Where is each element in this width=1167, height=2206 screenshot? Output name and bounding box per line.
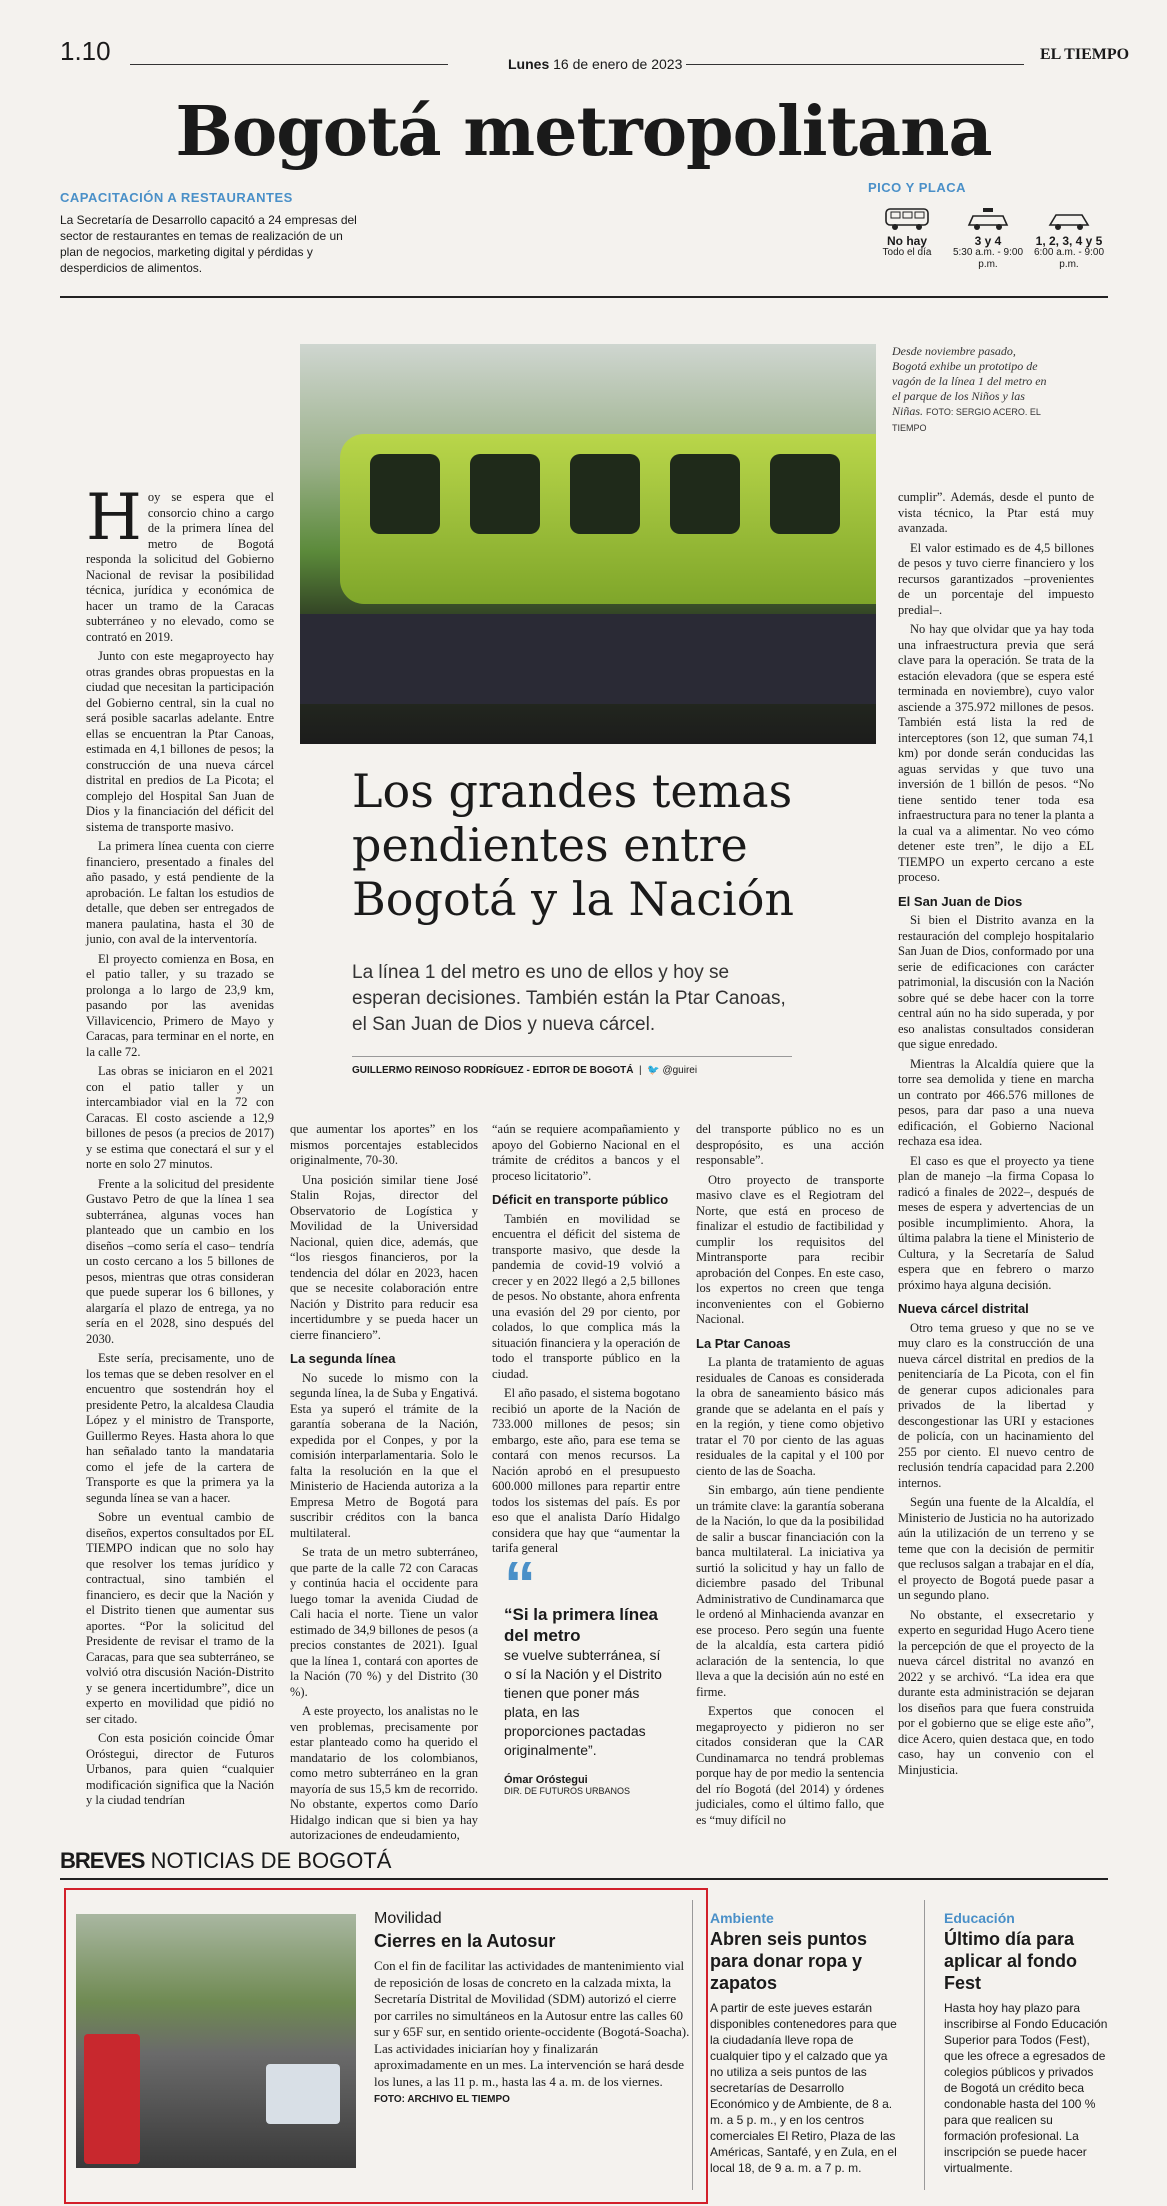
pull-quote: “ “Si la primera línea del metro se vuelve subterránea, sí o sí la Nación y el Distrito tienen que poner más plata, en las proporciones pactadas originalmente”. Ómar Oróstegui DIR. DE FUTUROS URBANOS — [504, 1564, 664, 1796]
breve-ambiente: Ambiente Abren seis puntos para donar ropa y zapatos A partir de este jueves estarán disponibles contenedores para que la ciudadanía lleve ropa de cualquier tipo y el calzado que ya no utiliza a seis puntos de las secretarías de Desarrollo Económico y de Ambiente, de 8 a. m. a 5 p. m., y en los centros comerciales El Retiro, Plaza de las Américas, Santafé, y en Zula, en el local 18, de 9 a. m. a 7 p. m. — [710, 1910, 897, 2175]
column-divider — [692, 1900, 693, 2190]
issue-date: Lunes 16 de enero de 2023 — [508, 56, 683, 72]
article-column-3: “aún se requiere acompañamiento y apoyo del Gobierno Nacional en el trámite de créditos a bancos y el proceso licitatorio”. Déficit en transporte público También en movilidad se encuentra el déficit del sistema de transporte masivo, que desde la pandemia de covid-19 volvió a crecer y en 2022 llegó a 2,5 billones de pesos. No obstante, ahora enfrenta una evasión del 29 por ciento, por colados, lo que complica más la situación financiera y la operación de todo el transporte público en la ciudad. El año pasado, el sistema bogotano recibió un aporte de la Nación de 733.000 millones de pesos; sin embargo, este año, para ese tema se contará con menos recursos. La Nación aprobó en el presupuesto 600.000 millones para repartir entre todos los sistemas del país. Es por eso que el analista Darío Hidalgo considera que hay que “aumentar la tarifa general — [492, 1122, 680, 1555]
divider — [686, 64, 1024, 65]
pico-placa-item: 1, 2, 3, 4 y 5 6:00 a.m. - 9:00 p.m. — [1030, 207, 1108, 271]
pico-placa-item: No hay Todo el día — [868, 207, 946, 271]
article-column-5: cumplir”. Además, desde el punto de vista técnico, la Ptar está muy avanzada. El valor estimado es de 4,5 billones de pesos y tuvo cierre financiero y los recursos garantizados –provenientes de un porcentaje del impuesto predial–. No hay que olvidar que ya hay toda una infraestructura previa que será clave para la operación. Se trata de la estación elevadora (que se espera esté terminada en noviembre), cuyo valor asciende a 375.972 millones de pesos. También está lista la red de interceptores (son 12, que suman 74,1 km) por donde serán conducidas las aguas servidas y que tuvo una inversión de 1 billón de pesos. “No tiene sentido tener toda esa infraestructura para no tener la planta a la cual va a alimentar. No veo cómo detener este tren”, le dijo a EL TIEMPO un experto cercano a este proceso. El San Juan de Dios Si bien el Distrito avanza en la restauración del complejo hospitalario San Juan de Dios, conformado por una serie de edificaciones con carácter patrimonial, la discusión con la Nación sobre qué se debe hacer con la torre central aún no ha sido superada, y por eso analistas consultados consideran que sigue enredado. Mientras la Alcaldía quiere que la torre sea demolida y tiene en marcha un contrato por 466.576 millones de pesos, para dar paso a una nueva edificación, el Gobierno Nacional rechaza esa idea. El caso es que el proyecto ya tiene plan de manejo –la firma Copasa lo radicó a finales de 2022–, después de meses de espera y advertencias de un posible incumplimiento. Ahora, la última palabra la tiene el Ministerio de Cultura, y la Secretaría de Salud espera que en febrero o marzo próximo haya alguna decisión. Nueva cárcel distrital Otro tema grueso y que no se ve muy claro es la construcción de una nueva cárcel distrital en predios de la penitenciaría de La Picota, con el fin de generar cupos adicionales para privados de la libertad y descongestionar las URI y estaciones de policía, con un hacinamiento del 255 por ciento. El nuevo centro de reclusión tendría capacidad para 2.200 internos. Según una fuente de la Alcaldía, el Ministerio de Justicia no ha autorizado aún la utilización de un terreno y se teme que con la decisión de permitir que reclusos salgan a trabajar en el día, el proyecto de Bogotá puede pasar a un segundo plano. No obstante, el exsecretario y experto en seguridad Hugo Acero tiene la percepción de que el proyecto de la nueva cárcel distrital no avanzó en 2022 y se archivó. “La idea era que durante esta administración se dejaran los diseños para que fuera construida por el gobierno que se elige este año”, dice Acero, quien destaca que, en todo caso, hay un convenio con el Minjusticia. — [898, 490, 1094, 1777]
brief-kicker: CAPACITACIÓN A RESTAURANTES — [60, 190, 293, 205]
breves-label: BREVES NOTICIAS DE BOGOTÁ — [60, 1848, 392, 1873]
page-number: 1.10 — [60, 36, 111, 66]
taxi-icon — [965, 207, 1011, 231]
subhead: La Ptar Canoas — [696, 1335, 791, 1351]
breve-movilidad: Movilidad Cierres en la Autosur Con el fin de facilitar las actividades de mantenimiento vial de reposición de losas de concreto en la calzada mixta, la Secretaría Distrital de Movilidad (SDM) autorizó el cierre por carriles no simultáneos en la Autosur entre las calles 60 sur y 65F sur, en sentido oriente-occidente (Bogotá-Soacha). Las actividades iniciarían hoy y finalizarán aproximadamente en un mes. La intervención se hará desde los lunes, a las 11 p. m., hasta las 4 a. m. de los viernes. FOTO: ARCHIVO EL TIEMPO — [374, 1910, 690, 2105]
metro-prototype-photo — [300, 344, 876, 744]
pico-placa-box — [868, 180, 1108, 271]
article-deck: La línea 1 del metro es uno de ellos y hoy se esperan decisiones. También están la Ptar Canoas, el San Juan de Dios y nueva cárcel. — [352, 962, 786, 1035]
subhead: La segunda línea — [290, 1351, 396, 1366]
subhead: Déficit en transporte público — [492, 1192, 669, 1207]
section-title: Bogotá metropolitana — [175, 92, 992, 172]
breve-educacion: Educación Último día para aplicar al fondo Fest Hasta hoy hay plazo para inscribirse al Fondo Educación Superior para Todos (Fest), que les ofrece a egresados de colegios públicos y privados de Bogotá un crédito beca condonable hasta del 100 % para que realicen su formación profesional. La inscripción se puede hacer virtualmente. — [944, 1910, 1108, 2175]
twitter-icon: 🐦 — [647, 1065, 660, 1076]
quote-mark: “ — [504, 1548, 536, 1620]
column-divider — [924, 1900, 925, 2190]
article-headline: Los grandes temas pendientes entre Bogotá y la Nación — [352, 764, 795, 926]
subhead: Nueva cárcel distrital — [898, 1301, 1029, 1316]
drop-cap: H — [86, 481, 142, 555]
pico-placa-title: PICO Y PLACA — [868, 180, 966, 195]
autosur-traffic-photo — [76, 1914, 356, 2168]
article-column-2: que aumentar los aportes” en los mismos porcentajes establecidos originalmente, 70-30. Una posición similar tiene José Stalin Rojas, director del Observatorio de Logística y Movilidad de la Universidad Nacional, quien dice, además, que “los riesgos financieros, por la tendencia del dólar en 2023, hacen que se necesite colaboración entre Nación y Distrito para reducir esa incertidumbre y se pueda hacer un cierre financiero”. La segunda línea No sucede lo mismo con la segunda línea, la de Suba y Engativá. Esta ya superó el trámite de la garantía soberana de la Nación, expedida por el Conpes, y por la comisión interparlamentaria. Solo le falta la resolución en la que el Ministerio de Hacienda autoriza a la Empresa Metro de Bogotá para suscribir créditos con la banca multilateral. Se trata de un metro subterráneo, que parte de la calle 72 con Caracas y continúa hacia el occidente para luego tomar la avenida Ciudad de Cali hacia el norte. Tiene un valor estimado de 34,9 billones de pesos (a precios constantes de 2021). Igual que la línea 1, contará con aportes de la Nación (70 %) y del Distrito (30 %). A este proyecto, los analistas no le ven problemas, precisamente por estar planteado como ha querido el mandatario de los colombianos, como metro subterráneo en la gran mayoría de sus 15,5 km de recorrido. No obstante, expertos como Darío Hidalgo indican que si bien ya hay autorizaciones de endeudamiento, — [290, 1122, 478, 1842]
masthead-brand: EL TIEMPO — [1040, 46, 1130, 63]
subhead: El San Juan de Dios — [898, 893, 1023, 909]
article-column-1: Hoy se espera que el consorcio chino a cargo de la primera línea del metro de Bogotá responda la solicitud del Gobierno Nacional de revisar la posibilidad técnica, jurídica y económica de hacer un tramo de la Caracas subterráneo y no elevado, como se contrató en 2019. Junto con este megaproyecto hay otras grandes obras propuestas en la ciudad que necesitan la participación del Gobierno central, sin la cual no será posible sacarlas adelante. Entre ellas se encuentran la Ptar Canoas, estimada en 4,1 billones de pesos; la construcción de una nueva cárcel distrital en predios de La Picota; el complejo del Hospital San Juan de Dios y la financiación del déficit del sistema de transporte masivo. La primera línea cuenta con cierre financiero, presentado a finales del año pasado, y está pendiente de la aprobación. Le faltan los estudios de detalle, que deben ser entregados de manera paulatina, hasta el 30 de junio, con aval de la interventoría. El proyecto comienza en Bosa, en el patio taller, y su trazado se prolonga a lo largo de 23,9 km, pasando por las avenidas Villavicencio, Primero de Mayo y Caracas, para terminar en el norte, en la calle 72. Las obras se iniciaron en el 2021 con el patio taller y un intercambiador vial en la 72 con Caracas. El costo asciende a 12,9 billones de pesos (a precios de 2017) y se estima que conectará el sur y el norte en solo 27 minutos. Frente a la solicitud del presidente Gustavo Petro de que la línea 1 sea subterránea, algunas voces han planteado que un cambio en los diseños –como sería el caso– tendría un costo cercano a los 5 billones de pesos, mientras que otras consideran que puede superar los 6 billones, y alargaría el plazo de entrega, ya no sería en el 2028, sino después del 2030. Este sería, precisamente, uno de los temas que se deben resolver en el encuentro que sostendrán hoy el presidente Petro, la alcaldesa Claudia López y el ministro de Transporte, Guillermo Reyes. Hasta ahora lo que han señalado tanto la mandataria como el jefe de la cartera de Transporte es que la primera ya la segunda línea se van a hacer. Sobre un eventual cambio de diseños, expertos consultados por EL TIEMPO indican que no solo hay que resolver los temas jurídico y contractual, sino también el financiero, es decir que la Nación y el Distrito tienen que aumentar sus aportes. “Por la solicitud del Presidente de revisar el tramo de la Caracas, para que sea subterráneo, se volvió otra discusión Nación-Distrito y se genera incertidumbre”, dice un experto en movilidad que pidió no ser citado. Con esta posición coincide Ómar Oróstegui, director de Futuros Urbanos, para quien “cualquier modificación significa que la Nación y la ciudad tendrían — [86, 481, 274, 1807]
pico-placa-item: 3 y 4 5:30 a.m. - 9:00 p.m. — [949, 207, 1027, 271]
bus-icon — [884, 207, 930, 231]
article-column-4: del transporte público no es un despropósito, es una acción responsable”. Otro proyecto de transporte masivo clave es el Regiotram del Norte, que está en proceso de finalizar el estudio de factibilidad y cumplir los requisitos del Mintransporte para recibir aprobación del Conpes. En este caso, los expertos no creen que tenga inconvenientes con el Gobierno Nacional. La Ptar Canoas La planta de tratamiento de aguas residuales de Canoas es considerada la obra de saneamiento básico más grande que se adelanta en el país y en la región, y tiene como objetivo tratar el 70 por ciento de las aguas residuales de la capital y el 100 por ciento de las de Soacha. Sin embargo, aún tiene pendiente un trámite clave: la garantía soberana de la Nación, lo que da la posibilidad de salir a buscar financiación con la banca multilateral. La iniciativa ya surtió la solicitud y hay un fallo de diciembre pasado del Tribunal Administrativo de Cundinamarca que le ordenó al Minhacienda avanzar en ese proceso. Pero según una fuente de la alcaldía, esta cartera pidió aclaración de la sentencia, lo que lleva a que la decisión aún no esté en firme. Expertos que conocen el megaproyecto y pidieron no ser citados consideran que la CAR Cundinamarca no tendrá problemas porque hay de por medio la sentencia del río Bogotá (del 2014) y órdenes judiciales, como el último fallo, que es “muy difícil no — [696, 1122, 884, 1827]
photo-caption: Desde noviembre pasado, Bogotá exhibe un prototipo de vagón de la línea 1 del metro en el parque de los Niños y las Niñas. FOTO: SERGIO ACERO. EL TIEMPO — [892, 344, 1047, 433]
article-byline: GUILLERMO REINOSO RODRÍGUEZ - EDITOR DE BOGOTÁ | 🐦 @guirei — [352, 1056, 792, 1076]
header-rule — [60, 296, 1108, 298]
breves-rule — [60, 1878, 1108, 1880]
divider — [130, 64, 448, 65]
car-icon — [1046, 207, 1092, 231]
brief-text: La Secretaría de Desarrollo capacitó a 24 empresas del sector de restaurantes en temas de realización de un plan de negocios, marketing digital y pérdidas y desperdicios de alimentos. — [60, 213, 357, 275]
